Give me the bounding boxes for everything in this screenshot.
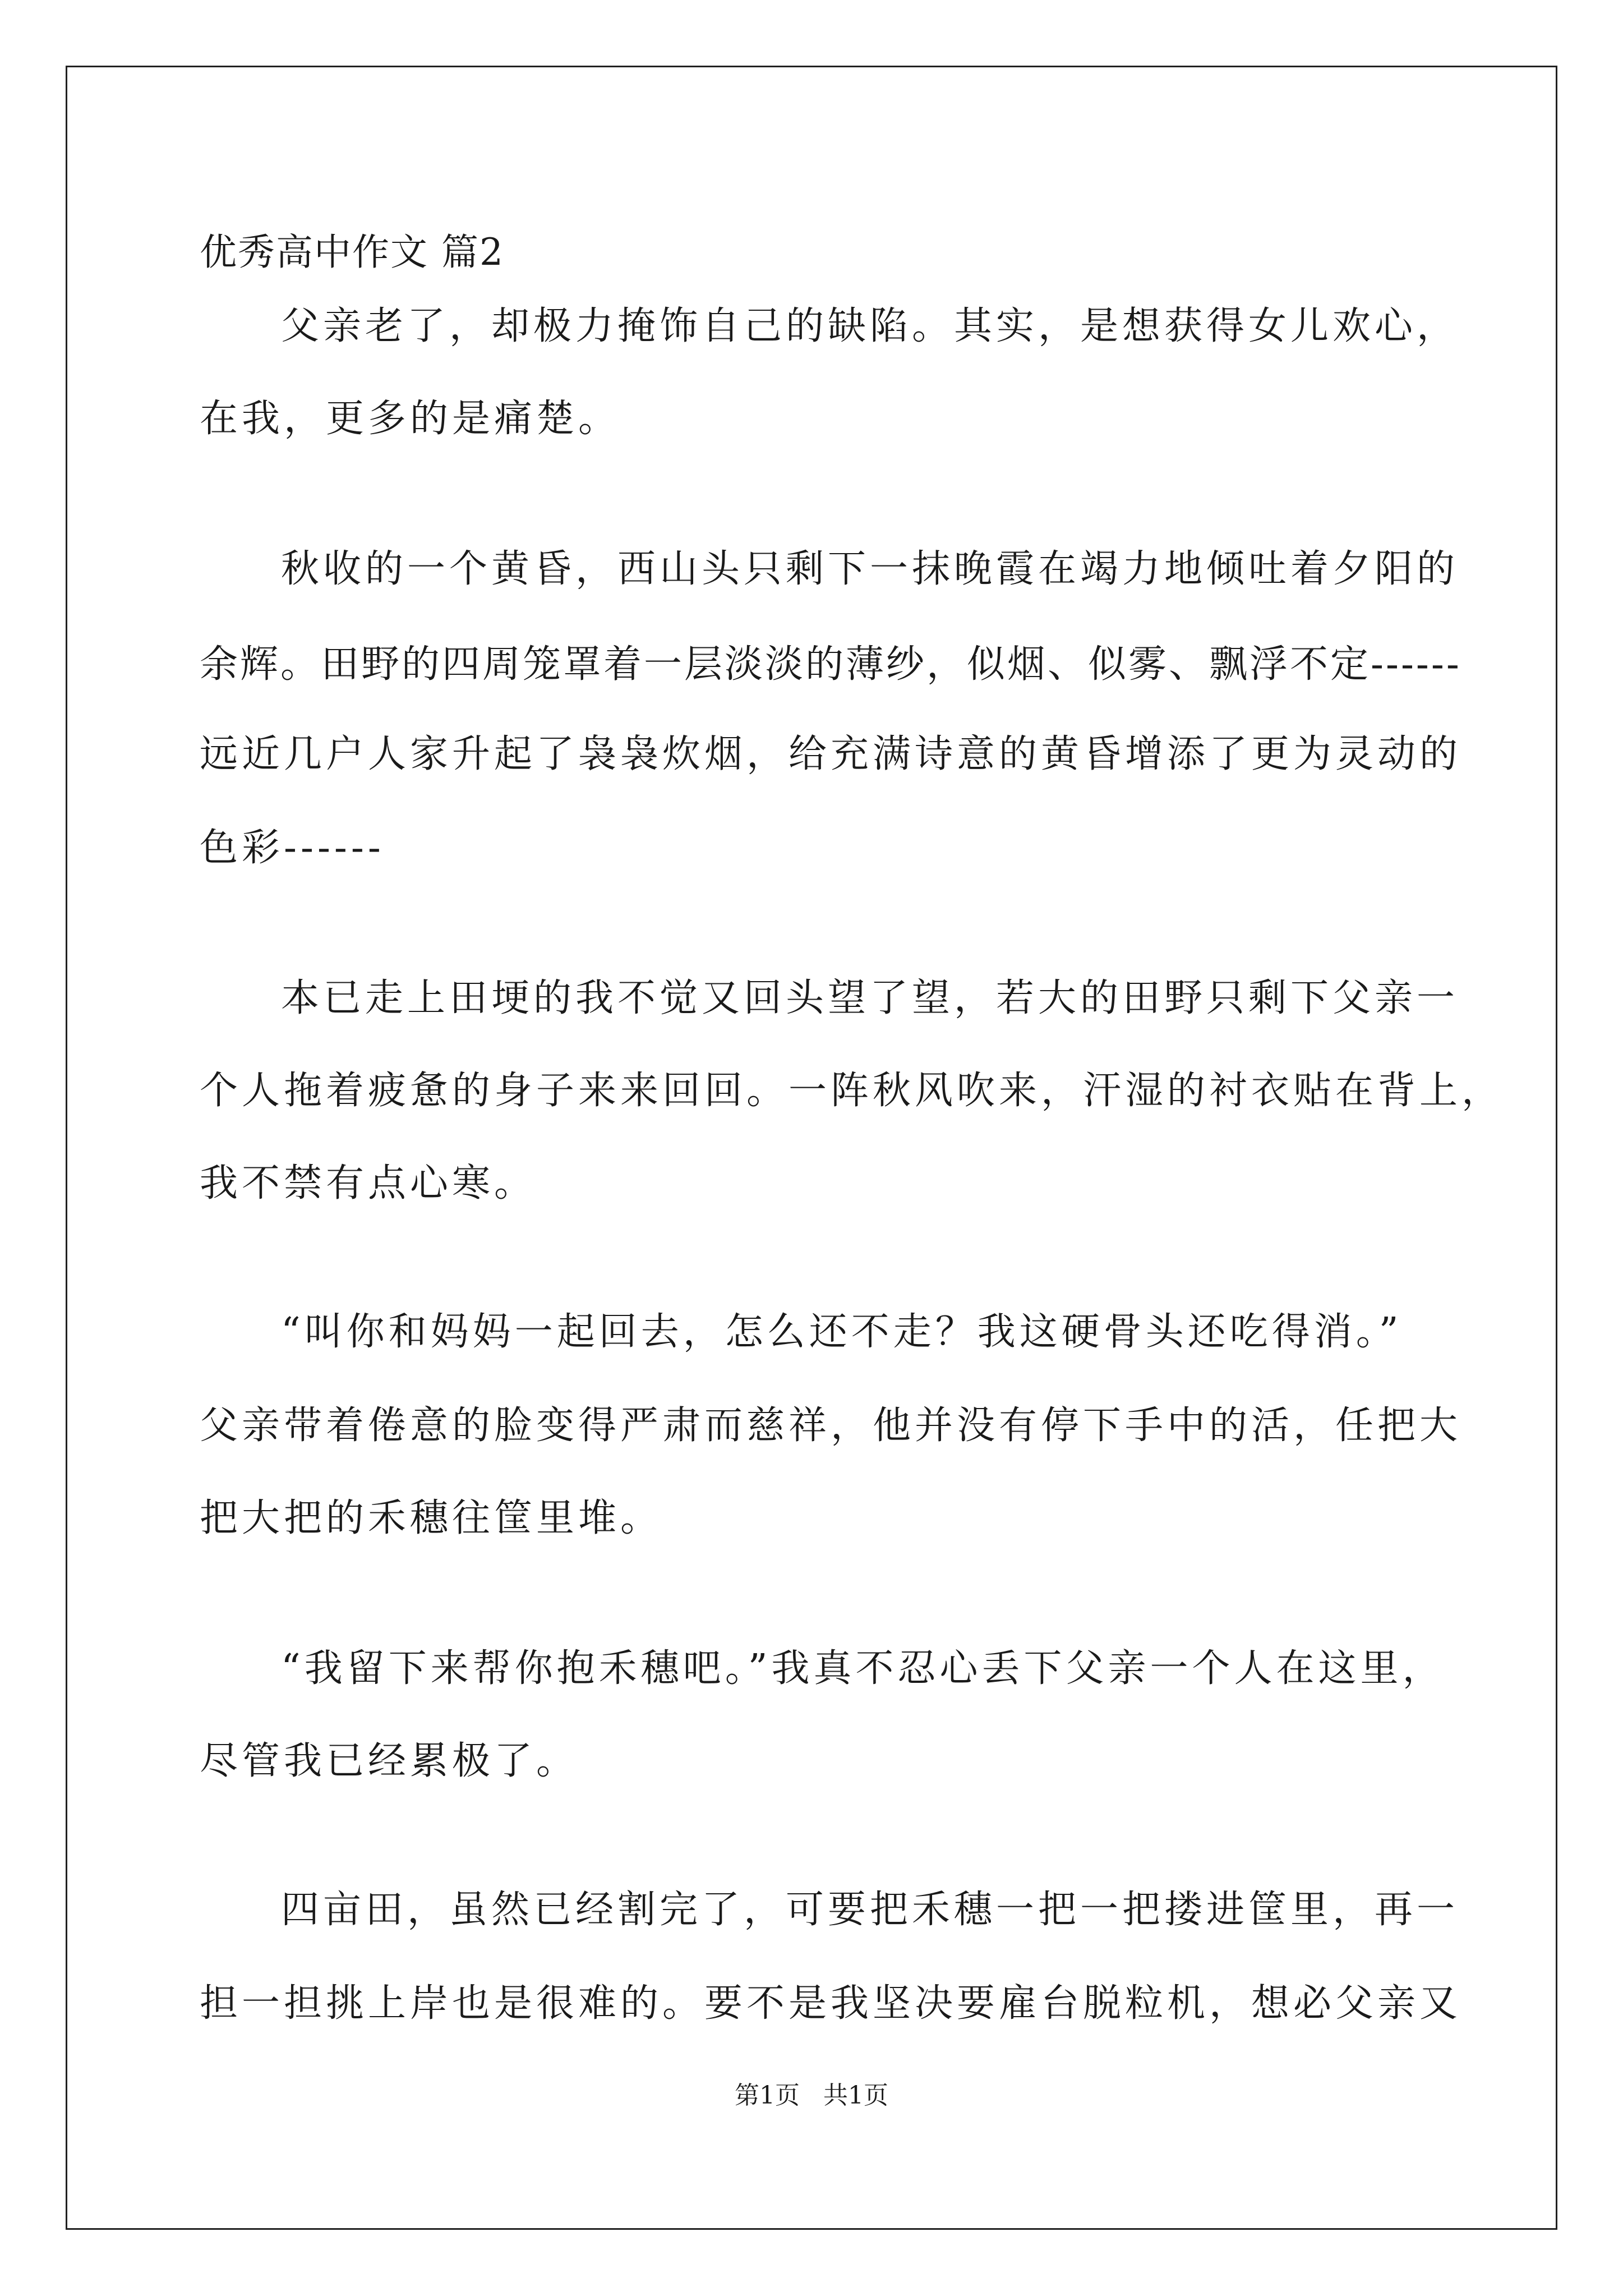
paragraph-line: 本已走上田埂的我不觉又回头望了望，若大的田野只剩下父亲一 xyxy=(281,976,1459,1020)
paragraph-line: 把大把的禾穗往筐里堆。 xyxy=(200,1496,663,1540)
document-title: 优秀高中作文 篇2 xyxy=(200,231,504,274)
paragraph-line: 秋收的一个黄昏，西山头只剩下一抹晚霞在竭力地倾吐着夕阳的 xyxy=(281,547,1459,591)
paragraph-line: 四亩田，虽然已经割完了，可要把禾穗一把一把搂进筐里，再一 xyxy=(281,1888,1459,1932)
paragraph-line: 我不禁有点心寒。 xyxy=(200,1161,537,1205)
paragraph-line: 担一担挑上岸也是很难的。要不是我坚决要雇台脱粒机，想必父亲又 xyxy=(200,1981,1462,2026)
paragraph-line: 远近几户人家升起了袅袅炊烟，给充满诗意的黄昏增添了更为灵动的 xyxy=(200,732,1462,776)
paragraph-line: “我留下来帮你抱禾穗吧。”我真不忍心丢下父亲一个人在这里， xyxy=(281,1646,1445,1691)
paragraph-line: 父亲老了，却极力掩饰自己的缺陷。其实，是想获得女儿欢心， xyxy=(281,304,1459,348)
paragraph-line: 父亲带着倦意的脸变得严肃而慈祥，他并没有停下手中的活，任把大 xyxy=(200,1404,1462,1448)
paragraph-line: 余辉。田野的四周笼罩着一层淡淡的薄纱，似烟、似雾、飘浮不定------ xyxy=(200,642,1461,687)
paragraph-line: “叫你和妈妈一起回去，怎么还不走？我这硬骨头还吃得消。” xyxy=(281,1310,1403,1354)
paragraph-line: 在我，更多的是痛楚。 xyxy=(200,397,621,441)
paragraph-line: 个人拖着疲惫的身子来来回回。一阵秋风吹来，汗湿的衬衣贴在背上， xyxy=(200,1069,1504,1113)
paragraph-line: 尽管我已经累极了。 xyxy=(200,1739,579,1783)
paragraph-line: 色彩------ xyxy=(200,826,385,870)
page-number: 第1页 共1页 xyxy=(735,2081,888,2110)
